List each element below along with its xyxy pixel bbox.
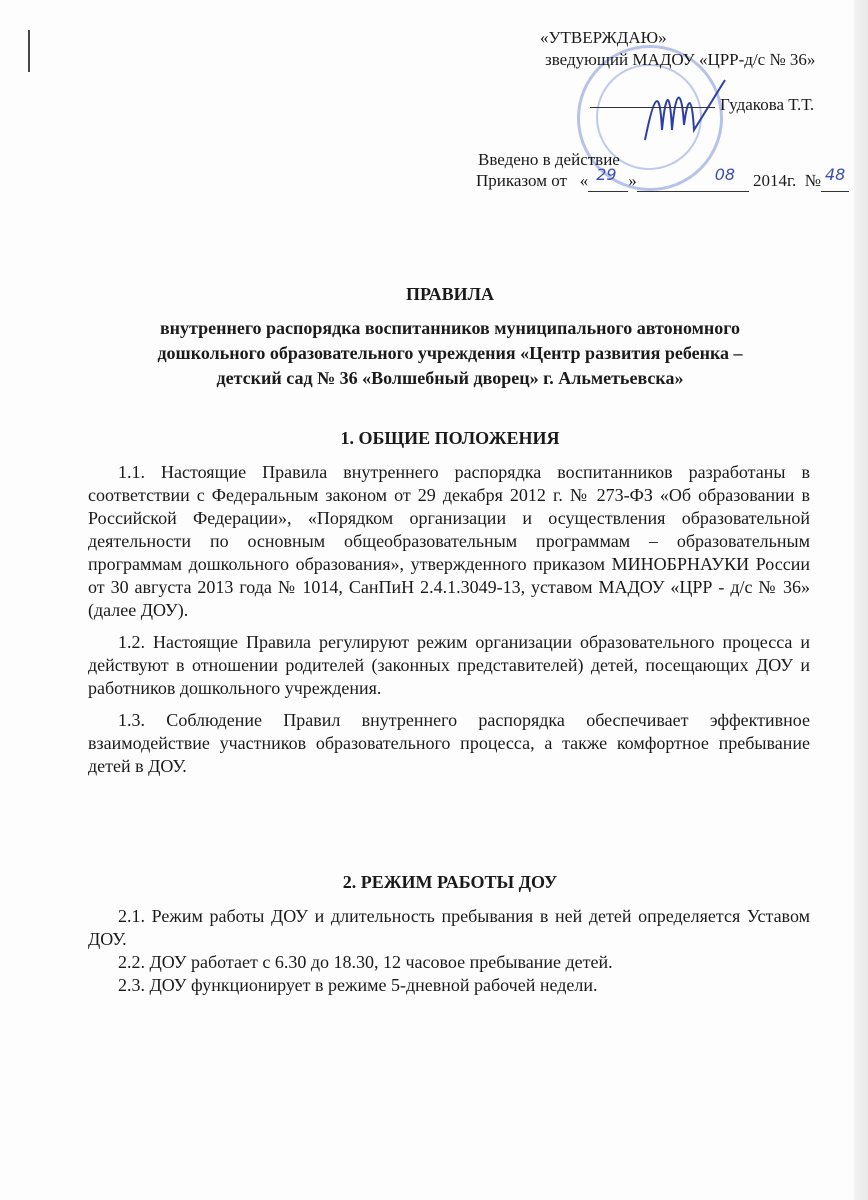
order-number: 48 — [824, 165, 846, 184]
introduced-label: Введено в действие — [478, 150, 620, 169]
order-month: 08 — [714, 165, 736, 184]
approver-name: Гудакова Т.Т. — [720, 95, 815, 114]
document-subtitle — [60, 316, 840, 391]
paragraph: 2.3. ДОУ функционирует в режиме 5-дневной рабочей недели. — [118, 975, 598, 995]
section-body — [88, 461, 810, 778]
order-year: 2014г. — [752, 171, 797, 190]
quote: « — [579, 171, 589, 190]
scan-edge-mark — [28, 30, 30, 72]
subtitle-line: внутреннего распорядка воспитанников муниципального автономного — [159, 318, 741, 338]
signature — [640, 70, 730, 160]
signature-line — [590, 107, 715, 108]
subtitle-line: детский сад № 36 «Волшебный дворец» г. Альметьевска» — [216, 368, 684, 388]
paragraph: 1.2. Настоящие Правила регулируют режим организации образовательного процесса и действуют в отношении родителей (законных представителей) детей, посещающих ДОУ и работников дошкольного учреждения. — [88, 632, 810, 698]
document-title: ПРАВИЛА — [405, 284, 495, 304]
number-sign: № — [804, 171, 821, 190]
subtitle-line: дошкольного образовательного учреждения «Центр развития ребенка – — [157, 343, 743, 363]
quote: » — [628, 171, 637, 190]
paragraph: 1.1. Настоящие Правила внутреннего распорядка воспитанников разработаны в соответствии с Федеральным законом от 29 декабря 2012 г. № 273-ФЗ «Об образовании в Российской Федерации», «Порядком организации и осуществления образовательной деятельности по основным общеобразовательным программам – образовательным программам дошкольного образования», утвержденного приказом МИНОБРНАУКИ России от 30 августа 2013 года № 1014, СанПиН 2.4.1.3049-13, уставом МАДОУ «ЦРР - д/с № 36» (далее ДОУ). — [88, 462, 810, 620]
order-prefix: Приказом от — [476, 171, 567, 190]
order-day: 29 — [596, 165, 617, 184]
paragraph: 2.2. ДОУ работает с 6.30 до 18.30, 12 часовое пребывание детей. — [118, 952, 613, 972]
paragraph: 2.1. Режим работы ДОУ и длительность пребывания в ней детей определяется Уставом ДОУ. — [88, 906, 810, 949]
scan-shadow — [854, 0, 868, 1200]
section-heading: 2. РЕЖИМ РАБОТЫ ДОУ — [342, 872, 558, 892]
section-heading: 1. ОБЩИЕ ПОЛОЖЕНИЯ — [340, 428, 560, 448]
approval-heading: «УТВЕРЖДАЮ» — [540, 28, 667, 47]
paragraph: 1.3. Соблюдение Правил внутреннего распорядка обеспечивает эффективное взаимодействие участников образовательного процесса, а также комфортное пребывание детей в ДОУ. — [88, 710, 810, 776]
section-body — [88, 905, 810, 997]
order-line — [476, 165, 849, 192]
approver-position: зведующий МАДОУ «ЦРР-д/с № 36» — [545, 50, 816, 69]
